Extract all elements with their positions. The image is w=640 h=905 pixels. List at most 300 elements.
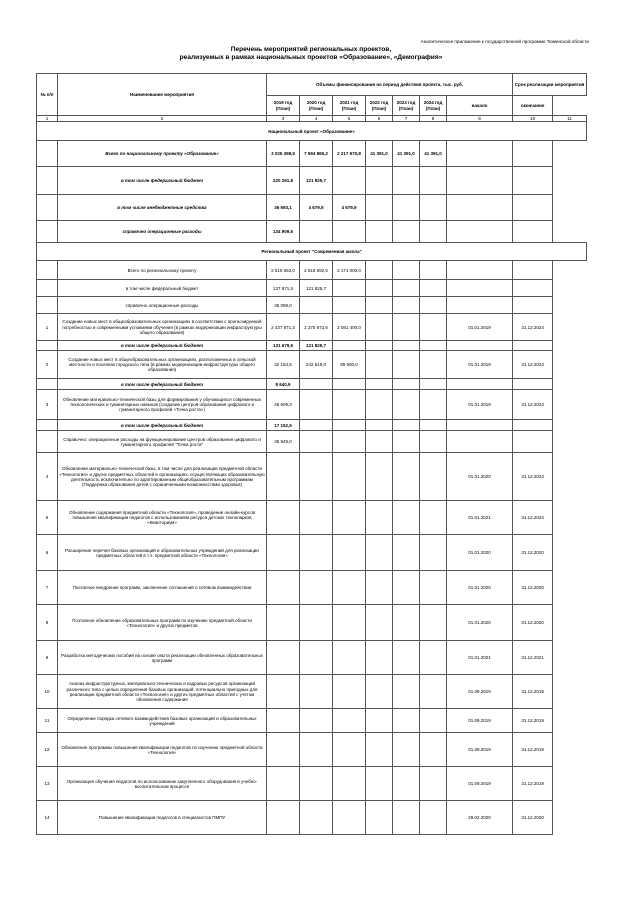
measure-name: Обновление материально-технической базы, в том числе для реализации предметной области «Технология» и других предметных областей в организациях, осуществляющих образовательную деятельность исключительно по адаптированным общеобразовательным программам (Поддержка образования детей с ограниченными возможностями здоровья)	[58, 453, 267, 501]
amount-cell	[420, 767, 447, 801]
amount-cell	[420, 261, 447, 280]
amount-cell	[366, 390, 393, 420]
empty-cell	[37, 341, 58, 351]
start-date	[447, 431, 513, 453]
amount-cell	[300, 733, 333, 767]
amount-cell	[300, 221, 333, 243]
amount-cell	[420, 297, 447, 314]
table-row	[37, 571, 587, 605]
empty-cell	[37, 167, 58, 195]
amount-cell: 2 217 670,8	[333, 141, 366, 167]
measure-name: в том числе федеральный бюджет	[58, 341, 267, 351]
table-row	[37, 641, 587, 675]
start-date: 01.01.2020	[447, 535, 513, 571]
table-row	[37, 431, 587, 453]
amount-cell: 2 171 000,0	[333, 261, 366, 280]
measure-name: Обновление программы повышения квалификации педагогов по изучению предметной области «Технология»	[58, 733, 267, 767]
amount-cell	[366, 605, 393, 641]
amount-cell	[333, 675, 366, 709]
amount-cell	[366, 341, 393, 351]
start-date: 01.01.2021	[447, 501, 513, 535]
amount-cell	[420, 280, 447, 297]
year-label: 2020 год	[306, 100, 326, 106]
header-year	[267, 96, 300, 116]
amount-cell	[420, 709, 447, 733]
amount-cell	[366, 571, 393, 605]
amount-cell	[300, 431, 333, 453]
amount-cell	[333, 431, 366, 453]
row-number: 2	[37, 351, 58, 379]
amount-cell	[393, 195, 420, 221]
appendix-note: Аналитическое приложение к государственной программе Тюменской области	[420, 39, 589, 44]
table-row	[37, 420, 587, 431]
amount-cell	[366, 733, 393, 767]
table-row	[37, 767, 587, 801]
year-plan: (План)	[308, 105, 324, 111]
year-label: 2022 год	[369, 100, 389, 106]
amount-cell	[393, 167, 420, 195]
header-period: Срок реализации мероприятия	[513, 74, 587, 96]
amount-cell	[300, 801, 333, 835]
amount-cell	[420, 379, 447, 390]
amount-cell	[420, 535, 447, 571]
amount-cell	[366, 801, 393, 835]
measure-name: справочно операционные расходы	[58, 221, 267, 243]
empty-cell	[513, 379, 553, 390]
end-date	[513, 431, 553, 453]
amount-cell: 8 640,9	[267, 379, 300, 390]
start-date: 01.01.2019	[447, 314, 513, 341]
start-date: 01.01.2019	[447, 351, 513, 379]
amount-cell: 35 099,0	[267, 297, 300, 314]
amount-cell	[300, 535, 333, 571]
amount-cell	[420, 195, 447, 221]
empty-cell	[513, 167, 553, 195]
empty-cell	[37, 297, 58, 314]
amount-cell	[300, 709, 333, 733]
amount-cell	[366, 501, 393, 535]
measure-name: Создание новых мест в общеобразовательных организациях, расположенных в сельской местности и поселках городского типа (в рамках модернизации инфраструктуры общего образования)	[58, 351, 267, 379]
amount-cell	[393, 261, 420, 280]
empty-cell	[37, 379, 58, 390]
amount-cell	[333, 280, 366, 297]
end-date: 31.12.2021	[513, 641, 553, 675]
measure-name: Разработка методических пособий на основе опыта реализации обновленных образовательных программ	[58, 641, 267, 675]
amount-cell	[420, 351, 447, 379]
measure-name: в том числе внебюджетные средства	[58, 195, 267, 221]
amount-cell	[393, 501, 420, 535]
table-row	[37, 453, 587, 501]
row-number: 6	[37, 535, 58, 571]
empty-cell	[513, 195, 553, 221]
column-number: 7	[393, 116, 420, 122]
empty-cell	[37, 280, 58, 297]
amount-cell	[393, 571, 420, 605]
amount-cell	[420, 641, 447, 675]
page-title	[36, 46, 586, 61]
amount-cell	[267, 453, 300, 501]
amount-cell	[393, 767, 420, 801]
amount-cell	[333, 767, 366, 801]
table-row	[37, 605, 587, 641]
amount-cell	[393, 420, 420, 431]
amount-cell	[300, 420, 333, 431]
amount-cell	[366, 167, 393, 195]
start-date: 01.09.2019	[447, 733, 513, 767]
empty-cell	[447, 221, 513, 243]
header-year	[333, 96, 366, 116]
header-name: Наименование мероприятия	[58, 74, 267, 116]
column-number: 4	[300, 116, 333, 122]
row-number: 3	[37, 390, 58, 420]
empty-cell	[37, 221, 58, 243]
amount-cell	[366, 351, 393, 379]
end-date: 31.12.2019	[513, 767, 553, 801]
measure-name: Поэтапное внедрение программ, заключение соглашений о сетевом взаимодействии	[58, 571, 267, 605]
amount-cell	[393, 641, 420, 675]
amount-cell	[420, 605, 447, 641]
table-row	[37, 535, 587, 571]
header-end: окончание	[513, 96, 553, 116]
empty-cell	[513, 297, 553, 314]
end-date: 31.12.2024	[513, 501, 553, 535]
empty-cell	[447, 141, 513, 167]
amount-cell	[393, 390, 420, 420]
row-number: 13	[37, 767, 58, 801]
row-number: 5	[37, 501, 58, 535]
amount-cell	[267, 535, 300, 571]
amount-cell	[393, 675, 420, 709]
amount-cell	[267, 571, 300, 605]
amount-cell	[300, 767, 333, 801]
empty-cell	[513, 341, 553, 351]
amount-cell: 32 154,5	[267, 351, 300, 379]
year-plan: (План)	[275, 105, 291, 111]
start-date: 01.09.2019	[447, 675, 513, 709]
amount-cell	[333, 341, 366, 351]
empty-cell	[513, 280, 553, 297]
amount-cell	[393, 379, 420, 390]
start-date: 01.01.2020	[447, 571, 513, 605]
amount-cell	[333, 801, 366, 835]
amount-cell	[420, 675, 447, 709]
amount-cell	[333, 221, 366, 243]
amount-cell	[393, 351, 420, 379]
amount-cell	[267, 605, 300, 641]
measure-name: Обновление материально-технической базы для формирования у обучающихся современных технологических и гуманитарных навыков (создание центров образования цифрового и гуманитарного профилей «Точка роста»)	[58, 390, 267, 420]
row-number: 10	[37, 675, 58, 709]
amount-cell: 121 825,7	[300, 280, 333, 297]
year-label: 2024 год	[423, 100, 443, 106]
header-year	[420, 96, 447, 116]
amount-cell	[300, 453, 333, 501]
amount-cell	[420, 431, 447, 453]
amount-cell	[393, 297, 420, 314]
row-number: 8	[37, 605, 58, 641]
amount-cell	[393, 314, 420, 341]
section-title: Региональный проект "Современная школа"	[37, 243, 587, 261]
amount-cell	[366, 641, 393, 675]
amount-cell	[420, 390, 447, 420]
amount-cell: 121 825,7	[300, 341, 333, 351]
measures-table	[36, 73, 587, 835]
empty-cell	[447, 379, 513, 390]
amount-cell: 2 437 871,3	[267, 314, 300, 341]
header-year	[393, 96, 420, 116]
amount-cell	[366, 709, 393, 733]
amount-cell: 220 291,8	[267, 167, 300, 195]
amount-cell	[393, 280, 420, 297]
amount-cell	[420, 341, 447, 351]
table-row	[37, 709, 587, 733]
amount-cell: 121 825,7	[300, 167, 333, 195]
amount-cell	[333, 420, 366, 431]
header-num: № п/п	[37, 74, 58, 116]
year-label: 2023 год	[396, 100, 416, 106]
header-financing: Объемы финансирования на период действия проекта, тыс. руб.	[267, 74, 513, 96]
amount-cell	[333, 535, 366, 571]
header-year	[300, 96, 333, 116]
year-plan: (План)	[341, 105, 357, 111]
empty-cell	[37, 195, 58, 221]
measure-name: Организация обучения педагогов по использованию закупленного оборудования в учебно-воспитательном процессе	[58, 767, 267, 801]
table-row	[37, 167, 587, 195]
table-row	[37, 675, 587, 709]
end-date: 31.12.2024	[513, 351, 553, 379]
header-year	[366, 96, 393, 116]
empty-cell	[37, 141, 58, 167]
empty-cell	[447, 261, 513, 280]
measure-name: в том числе федеральный бюджет	[58, 280, 267, 297]
title-line-1: Перечень мероприятий региональных проектов,	[230, 46, 392, 53]
row-number: 11	[37, 709, 58, 733]
table-row	[37, 221, 587, 243]
amount-cell	[420, 501, 447, 535]
measure-name: Всего по национальному проекту «Образование»	[58, 141, 267, 167]
measure-name: Анализ инфраструктурных, материально-технических и кадровых ресурсов организаций различного типа с целью определения базовых организаций, потенциально пригодных для реализации предметной области «Технология» и других предметных областей с учетом обновления содержания	[58, 675, 267, 709]
amount-cell	[393, 221, 420, 243]
table-row	[37, 314, 587, 341]
amount-cell	[267, 641, 300, 675]
amount-cell	[333, 571, 366, 605]
row-number	[37, 431, 58, 453]
amount-cell	[333, 605, 366, 641]
column-number: 10	[513, 116, 553, 122]
end-date: 31.12.2020	[513, 571, 553, 605]
column-number: 8	[420, 116, 447, 122]
amount-cell	[420, 167, 447, 195]
amount-cell	[420, 221, 447, 243]
amount-cell: 36 693,1	[267, 195, 300, 221]
end-date: 31.12.2019	[513, 709, 553, 733]
section-title: Национальный проект «Образование»	[37, 122, 587, 141]
measure-name: в том числе федеральный бюджет	[58, 379, 267, 390]
start-date: 01.09.2019	[447, 709, 513, 733]
amount-cell	[366, 453, 393, 501]
column-number: 1	[37, 116, 58, 122]
amount-cell	[366, 535, 393, 571]
amount-cell	[300, 501, 333, 535]
amount-cell	[393, 535, 420, 571]
measure-name: в том числе федеральный бюджет	[58, 420, 267, 431]
table-row	[37, 195, 587, 221]
amount-cell	[366, 767, 393, 801]
year-label: 2021 год	[339, 100, 359, 106]
column-number: 5	[333, 116, 366, 122]
empty-cell	[513, 141, 553, 167]
amount-cell: 131 679,5	[267, 341, 300, 351]
amount-cell	[366, 431, 393, 453]
amount-cell	[300, 571, 333, 605]
end-date: 31.12.2019	[513, 733, 553, 767]
amount-cell: 45 609,3	[267, 390, 300, 420]
measure-name: Поэтапное обновление образовательных программ по изучению предметной области «Технология» и других предметов	[58, 605, 267, 641]
amount-cell: 17 152,5	[267, 420, 300, 431]
amount-cell	[420, 453, 447, 501]
amount-cell	[300, 675, 333, 709]
amount-cell	[393, 431, 420, 453]
amount-cell	[300, 641, 333, 675]
end-date: 31.12.2019	[513, 675, 553, 709]
row-number: 14	[37, 801, 58, 835]
row-number: 9	[37, 641, 58, 675]
amount-cell	[267, 675, 300, 709]
year-label: 2019 год	[273, 100, 293, 106]
start-date: 29.02.2020	[447, 801, 513, 835]
empty-cell	[447, 297, 513, 314]
header-start: начало	[447, 96, 513, 116]
table-row	[37, 733, 587, 767]
empty-cell	[447, 195, 513, 221]
amount-cell	[366, 280, 393, 297]
amount-cell: 89 600,0	[333, 351, 366, 379]
table-row	[37, 141, 587, 167]
amount-cell	[267, 501, 300, 535]
table-row	[37, 261, 587, 280]
measure-name: Создание новых мест в общеобразовательных организациях в соответствии с прогнозируемой потребностью и современными условиями обучения (в рамках модернизации инфраструктуры общего образования)	[58, 314, 267, 341]
start-date: 01.01.2019	[447, 390, 513, 420]
amount-cell	[366, 379, 393, 390]
table-row	[37, 801, 587, 835]
column-number: 2	[58, 116, 267, 122]
start-date: 01.01.2020	[447, 605, 513, 641]
amount-cell	[420, 420, 447, 431]
empty-cell	[513, 261, 553, 280]
start-date: 01.01.2020	[447, 453, 513, 501]
table-row	[37, 351, 587, 379]
end-date: 31.12.2024	[513, 453, 553, 501]
empty-cell	[447, 420, 513, 431]
amount-cell	[420, 571, 447, 605]
amount-cell	[366, 195, 393, 221]
start-date: 01.01.2021	[447, 641, 513, 675]
amount-cell	[366, 297, 393, 314]
amount-cell	[393, 801, 420, 835]
column-number: 9	[447, 116, 513, 122]
amount-cell	[366, 261, 393, 280]
amount-cell	[420, 314, 447, 341]
column-number: 6	[366, 116, 393, 122]
amount-cell: 4 679,9	[333, 195, 366, 221]
table-row	[37, 297, 587, 314]
amount-cell: 2 375 973,6	[300, 314, 333, 341]
amount-cell: 35 949,0	[267, 431, 300, 453]
empty-cell	[447, 280, 513, 297]
amount-cell	[420, 733, 447, 767]
amount-cell	[333, 709, 366, 733]
amount-cell	[366, 314, 393, 341]
empty-cell	[513, 420, 553, 431]
amount-cell: 41 391,0	[420, 141, 447, 167]
measure-name: Всего по региональному проекту	[58, 261, 267, 280]
amount-cell	[267, 767, 300, 801]
amount-cell	[393, 709, 420, 733]
table-row	[37, 379, 587, 390]
row-number: 1	[37, 314, 58, 341]
amount-cell: 41 391,0	[393, 141, 420, 167]
end-date: 31.12.2024	[513, 314, 553, 341]
year-plan: (План)	[398, 105, 414, 111]
amount-cell	[333, 501, 366, 535]
amount-cell	[300, 605, 333, 641]
amount-cell	[333, 733, 366, 767]
measure-name: Расширение перечня базовых организаций и образовательных учреждений для реализации предметных областей в т.ч. предметной области «Технология»	[58, 535, 267, 571]
amount-cell	[333, 641, 366, 675]
row-number: 4	[37, 453, 58, 501]
row-number: 7	[37, 571, 58, 605]
amount-cell	[267, 801, 300, 835]
amount-cell	[393, 605, 420, 641]
measure-name: Справочно: операционные расходы на функционирование Центров образования цифрового и гуманитарного профилей "Точка роста"	[58, 431, 267, 453]
amount-cell: 2 081 400,0	[333, 314, 366, 341]
amount-cell: 242 619,0	[300, 351, 333, 379]
amount-cell	[333, 453, 366, 501]
measure-name: Повышение квалификации педагогов в специалистов ПМПУ	[58, 801, 267, 835]
table-row	[37, 501, 587, 535]
amount-cell: 134 909,5	[267, 221, 300, 243]
empty-cell	[447, 167, 513, 195]
amount-cell	[300, 379, 333, 390]
measure-name: справочно операционные расходы	[58, 297, 267, 314]
amount-cell	[300, 390, 333, 420]
amount-cell	[267, 709, 300, 733]
measure-name: Обновление содержания предметной области «Технология», проведение онлайн-курсов повышения квалификации педагогов с использованием ресурса детских технопарков «Кванториум»	[58, 501, 267, 535]
amount-cell: 2 515 653,0	[267, 261, 300, 280]
amount-cell	[333, 167, 366, 195]
year-plan: (План)	[371, 105, 387, 111]
empty-cell	[447, 341, 513, 351]
end-date: 31.12.2024	[513, 390, 553, 420]
measure-name: в том числе федеральный бюджет	[58, 167, 267, 195]
amount-cell: 137 871,5	[267, 280, 300, 297]
amount-cell	[393, 733, 420, 767]
amount-cell: 2 518 592,5	[300, 261, 333, 280]
start-date: 01.09.2019	[447, 767, 513, 801]
amount-cell	[333, 297, 366, 314]
year-plan: (План)	[425, 105, 441, 111]
amount-cell	[366, 420, 393, 431]
row-number: 12	[37, 733, 58, 767]
table-row	[37, 341, 587, 351]
amount-cell	[333, 379, 366, 390]
amount-cell	[267, 733, 300, 767]
end-date: 31.12.2020	[513, 801, 553, 835]
table-row	[37, 280, 587, 297]
column-number: 11	[553, 116, 587, 122]
title-line-2: реализуемых в рамках национальных проектов «Образование», «Демография»	[179, 53, 443, 61]
column-number: 3	[267, 116, 300, 122]
table-row	[37, 390, 587, 420]
